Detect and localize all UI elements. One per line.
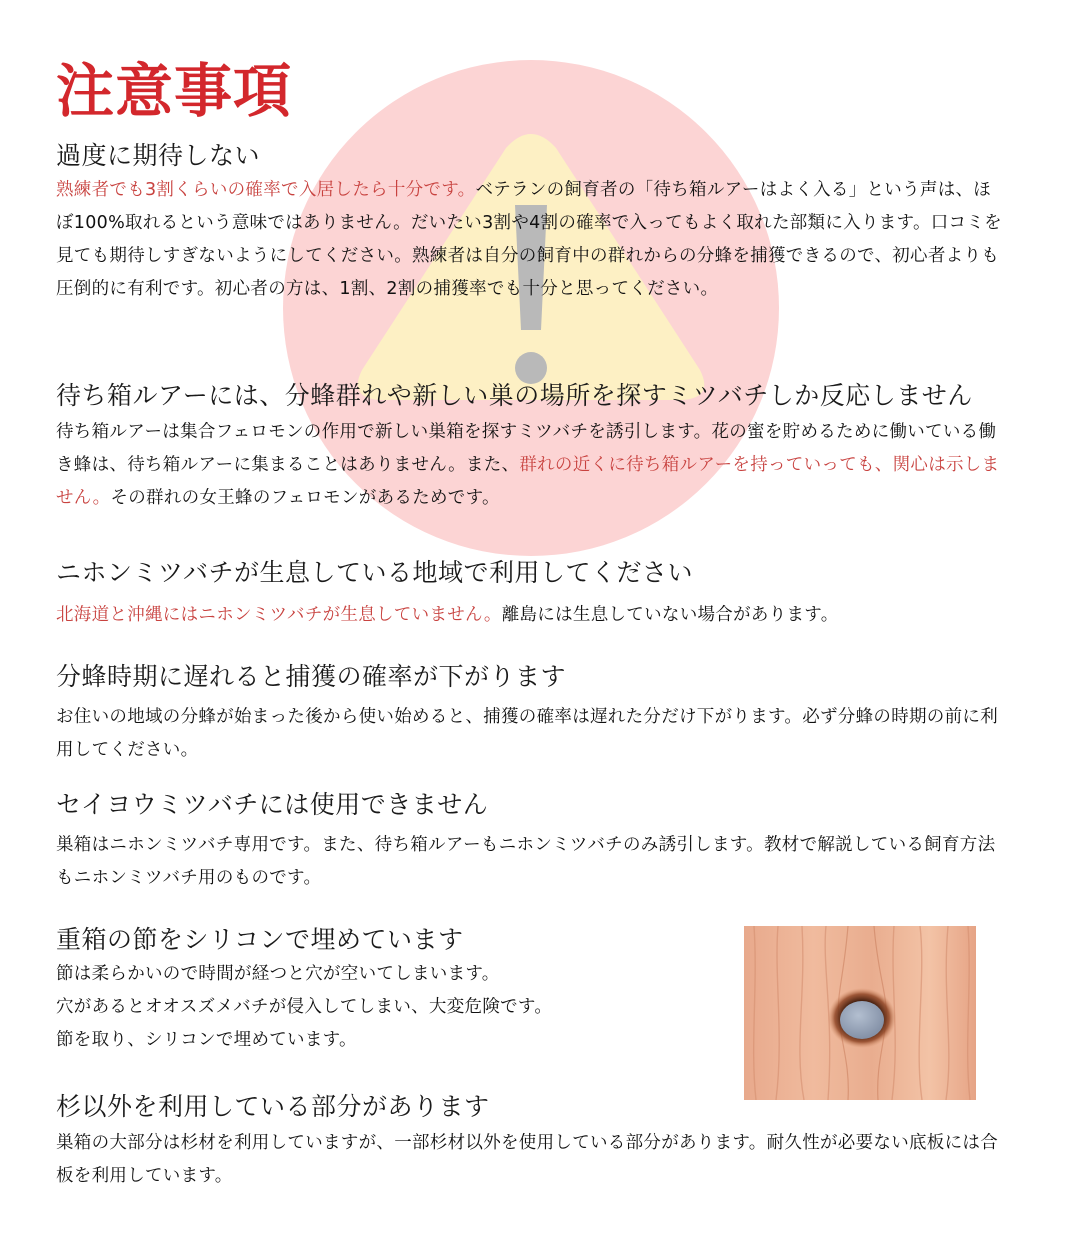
- section-timing: [56, 659, 1006, 767]
- section-heading: セイヨウミツバチには使用できません: [56, 790, 489, 819]
- body-text: 離島には生息していない場合があります。: [501, 605, 839, 625]
- section-body: [56, 416, 1006, 515]
- section-body: [56, 599, 1006, 632]
- section-heading: ニホンミツバチが生息している地域で利用してください: [56, 558, 694, 587]
- section-expectation: [56, 138, 1006, 306]
- highlight-text: 群れの近くに待ち箱ルアーを持っていっても、関心は示しません。: [56, 455, 1000, 508]
- body-text: その群れの女王蜂のフェロモンがあるためです。: [110, 488, 500, 508]
- section-line: 穴があるとオオスズメバチが侵入してしまい、大変危険です。: [56, 997, 553, 1017]
- section-non-cedar: [56, 1089, 1006, 1193]
- silicone-plug: [840, 1001, 884, 1039]
- section-heading: 過度に期待しない: [56, 141, 261, 170]
- section-heading: 分蜂時期に遅れると捕獲の確率が下がります: [56, 662, 567, 691]
- wood-knot-silicone-photo: [744, 926, 976, 1100]
- section-body: お住いの地域の分蜂が始まった後から使い始めると、捕獲の確率は遅れた分だけ下がります。必ず分蜂の時期の前に利用してください。: [56, 707, 998, 760]
- section-body: 巣箱の大部分は杉材を利用していますが、一部杉材以外を使用している部分があります。耐久性が必要ない底板には合板を利用しています。: [56, 1133, 998, 1186]
- body-text: ベテランの飼育者の「待ち箱ルアーはよく入る」という声は、ほぼ100%取れるという意味ではありません。だいたい3割や4割の確率で入ってもよく取れた部類に入ります。口コミを見ても期待しすぎないようにしてください。熟練者は自分の飼育中の群れからの分蜂を捕獲できるので、初心者よりも圧倒的に有利です。初心者の方は、1割、2割の捕獲率でも十分と思ってください。: [56, 180, 1002, 299]
- section-habitat: [56, 555, 1006, 632]
- section-line: 節を取り、シリコンで埋めています。: [56, 1030, 357, 1050]
- section-knot-silicone: [56, 922, 716, 1057]
- section-lure-reaction: [56, 378, 1006, 515]
- section-line: 節は柔らかいので時間が経つと穴が空いてしまいます。: [56, 964, 500, 984]
- section-heading: 重箱の節をシリコンで埋めています: [56, 925, 464, 954]
- section-body: [56, 174, 1006, 306]
- body-text: 待ち箱ルアーは集合フェロモンの作用で新しい巣箱を探すミツバチを誘引します。花の蜜を貯めるために働いている働き蜂は、待ち箱ルアーに集まることはありません。また、: [56, 422, 997, 475]
- highlight-text: 熟練者でも3割くらいの確率で入居したら十分です。: [56, 180, 476, 200]
- section-body: 巣箱はニホンミツバチ専用です。また、待ち箱ルアーもニホンミツバチのみ誘引します。教材で解説している飼育方法もニホンミツバチ用のものです。: [56, 835, 996, 888]
- section-western-bee: [56, 787, 1006, 895]
- section-heading: 杉以外を利用している部分があります: [56, 1092, 490, 1121]
- highlight-text: 北海道と沖縄にはニホンミツバチが生息していません。: [56, 605, 502, 625]
- page-title: 注意事項: [56, 57, 293, 125]
- section-heading: 待ち箱ルアーには、分蜂群れや新しい巣の場所を探すミツバチしか反応しません: [56, 381, 973, 410]
